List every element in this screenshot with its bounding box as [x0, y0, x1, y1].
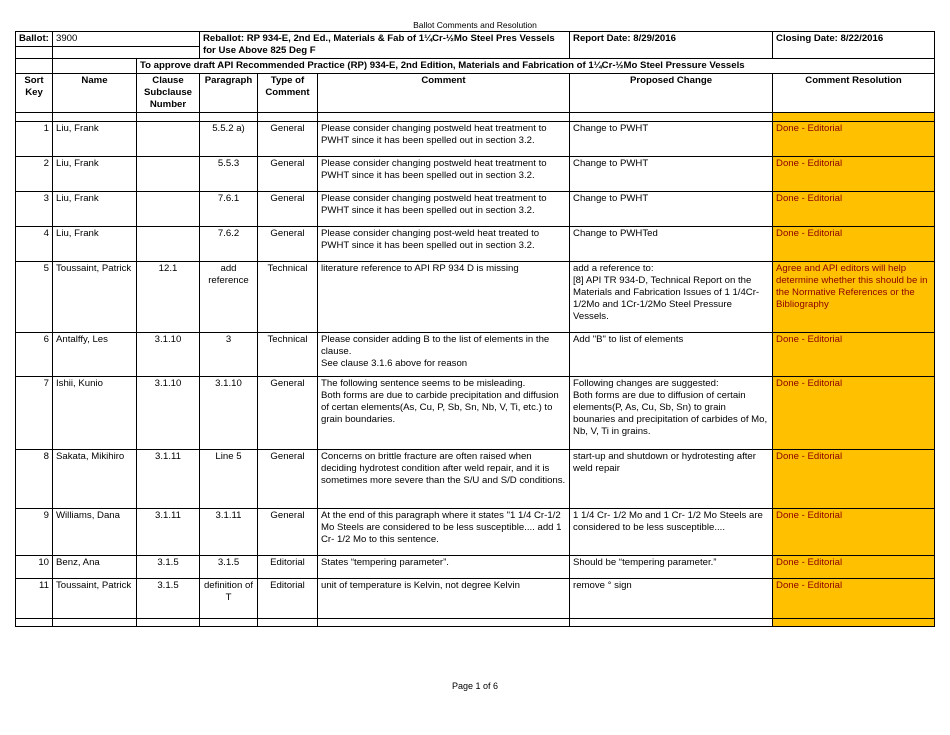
name-cell: Williams, Dana: [53, 509, 137, 556]
sort-key-cell: 3: [16, 192, 53, 227]
name-cell: Liu, Frank: [53, 192, 137, 227]
name-cell: Benz, Ana: [53, 556, 137, 579]
comment-cell: States “tempering parameter”.: [318, 556, 570, 579]
table-row: [16, 262, 935, 333]
col-header-proposed-change: Proposed Change: [570, 74, 773, 113]
clause-cell: 3.1.5: [137, 579, 200, 619]
comment-cell: literature reference to API RP 934 D is missing: [318, 262, 570, 333]
table-row: [16, 333, 935, 377]
comment-cell: Please consider changing postweld heat treatment to PWHT since it has been spelled out in section 3.2.: [318, 192, 570, 227]
type-cell: General: [258, 450, 318, 509]
closing-date: Closing Date: 8/22/2016: [773, 32, 935, 59]
resolution-cell: Agree and API editors will help determine whether this should be in the Normative References or the Bibliography: [773, 262, 935, 333]
sort-key-cell: 10: [16, 556, 53, 579]
proposed-change-cell: remove ° sign: [570, 579, 773, 619]
resolution-cell: Done - Editorial: [773, 157, 935, 192]
comment-cell: Please consider changing postweld heat treatment to PWHT since it has been spelled out in section 3.2.: [318, 122, 570, 157]
proposed-change-cell: Should be “tempering parameter.”: [570, 556, 773, 579]
sort-key-cell: 1: [16, 122, 53, 157]
ballot-number: 3900: [53, 32, 200, 47]
ballot-label: Ballot:: [16, 32, 53, 47]
clause-cell: [137, 157, 200, 192]
col-header-clause: Clause Subclause Number: [137, 74, 200, 113]
resolution-cell: Done - Editorial: [773, 377, 935, 450]
proposed-change-cell: Following changes are suggested: Both forms are due to diffusion of certain elements(P, As, Cu, Sb, Sn) to grain bounaries and precipitation of carbides of Mo, Nb, V, Ti in grains.: [570, 377, 773, 450]
resolution-cell: Done - Editorial: [773, 556, 935, 579]
type-cell: Editorial: [258, 556, 318, 579]
report-date: Report Date: 8/29/2016: [570, 32, 773, 59]
ballot-title: Reballot: RP 934-E, 2nd Ed., Materials & Fab of 1¼Cr-½Mo Steel Pres Vessels for Use Above 825 Deg F: [200, 32, 570, 59]
table-row: [16, 192, 935, 227]
table-row-empty: [16, 619, 935, 627]
paragraph-cell: add reference: [200, 262, 258, 333]
table-row: [16, 122, 935, 157]
proposed-change-cell: 1 1/4 Cr- 1/2 Mo and 1 Cr- 1/2 Mo Steels are considered to be less susceptible....: [570, 509, 773, 556]
document-top-title: Ballot Comments and Resolution: [413, 20, 537, 30]
sort-key-cell: 4: [16, 227, 53, 262]
table-row: [16, 227, 935, 262]
paragraph-cell: 5.5.2 a): [200, 122, 258, 157]
type-cell: Technical: [258, 262, 318, 333]
resolution-cell: Done - Editorial: [773, 450, 935, 509]
resolution-cell: Done - Editorial: [773, 122, 935, 157]
name-cell: Sakata, Mikihiro: [53, 450, 137, 509]
comment-cell: At the end of this paragraph where it states "1 1/4 Cr-1/2 Mo Steels are considered to be less susceptible.... add 1 Cr- 1/2 Mo to this sentence.: [318, 509, 570, 556]
type-cell: General: [258, 227, 318, 262]
resolution-cell: Done - Editorial: [773, 579, 935, 619]
resolution-cell: Done - Editorial: [773, 509, 935, 556]
resolution-cell: Done - Editorial: [773, 333, 935, 377]
paragraph-cell: 3.1.11: [200, 509, 258, 556]
clause-cell: 3.1.11: [137, 509, 200, 556]
comment-cell: unit of temperature is Kelvin, not degree Kelvin: [318, 579, 570, 619]
type-cell: General: [258, 157, 318, 192]
resolution-cell: Done - Editorial: [773, 227, 935, 262]
name-cell: Liu, Frank: [53, 122, 137, 157]
comment-cell: The following sentence seems to be misleading. Both forms are due to carbide precipitation and diffusion of certan elements(As, Cu, P, Sb, Sn, Nb, V, Ti, etc.) to grain boundaries.: [318, 377, 570, 450]
name-cell: Liu, Frank: [53, 157, 137, 192]
paragraph-cell: Line 5: [200, 450, 258, 509]
paragraph-cell: 3.1.5: [200, 556, 258, 579]
col-header-sort-key: Sort Key: [16, 74, 53, 113]
col-header-comment: Comment: [318, 74, 570, 113]
table-row: [16, 450, 935, 509]
col-header-name: Name: [53, 74, 137, 113]
table-row: [16, 377, 935, 450]
comment-cell: Please consider adding B to the list of elements in the clause. See clause 3.1.6 above for reason: [318, 333, 570, 377]
sort-key-cell: 11: [16, 579, 53, 619]
name-cell: Toussaint, Patrick: [53, 262, 137, 333]
table-row: [16, 556, 935, 579]
proposed-change-cell: add a reference to: [8] API TR 934-D, Technical Report on the Materials and Fabrication Issues of 1 1/4Cr-1/2Mo and 1Cr-1/2Mo Steel Pressure Vessels.: [570, 262, 773, 333]
paragraph-cell: 7.6.1: [200, 192, 258, 227]
ballot-purpose: To approve draft API Recommended Practice (RP) 934-E, 2nd Edition, Materials and Fabrication of 1¼Cr-½Mo Steel Pressure Vessels: [137, 59, 935, 74]
proposed-change-cell: Change to PWHTed: [570, 227, 773, 262]
proposed-change-cell: Add "B" to list of elements: [570, 333, 773, 377]
paragraph-cell: 3: [200, 333, 258, 377]
col-header-type: Type of Comment: [258, 74, 318, 113]
table-row: [16, 579, 935, 619]
sort-key-cell: 7: [16, 377, 53, 450]
ballot-comments-table: [15, 31, 935, 627]
table-row: [16, 157, 935, 192]
clause-cell: [137, 122, 200, 157]
sort-key-cell: 6: [16, 333, 53, 377]
type-cell: Technical: [258, 333, 318, 377]
clause-cell: [137, 227, 200, 262]
name-cell: Toussaint, Patrick: [53, 579, 137, 619]
resolution-cell: Done - Editorial: [773, 192, 935, 227]
paragraph-cell: definition of T: [200, 579, 258, 619]
name-cell: Antalffy, Les: [53, 333, 137, 377]
type-cell: General: [258, 192, 318, 227]
comment-cell: Concerns on brittle fracture are often raised when deciding hydrotest condition after weld repair, and it is sometimes more severe than the S/U and S/D conditions.: [318, 450, 570, 509]
clause-cell: 3.1.11: [137, 450, 200, 509]
sort-key-cell: 8: [16, 450, 53, 509]
clause-cell: [137, 192, 200, 227]
proposed-change-cell: Change to PWHT: [570, 157, 773, 192]
col-header-resolution: Comment Resolution: [773, 74, 935, 113]
clause-cell: 3.1.10: [137, 377, 200, 450]
proposed-change-cell: Change to PWHT: [570, 122, 773, 157]
name-cell: Liu, Frank: [53, 227, 137, 262]
page-footer: Page 1 of 6: [451, 681, 499, 691]
comment-cell: Please consider changing postweld heat treatment to PWHT since it has been spelled out in section 3.2.: [318, 157, 570, 192]
proposed-change-cell: start-up and shutdown or hydrotesting after weld repair: [570, 450, 773, 509]
sort-key-cell: 9: [16, 509, 53, 556]
clause-cell: 3.1.5: [137, 556, 200, 579]
clause-cell: 12.1: [137, 262, 200, 333]
col-header-paragraph: Paragraph: [200, 74, 258, 113]
type-cell: General: [258, 122, 318, 157]
proposed-change-cell: Change to PWHT: [570, 192, 773, 227]
type-cell: General: [258, 377, 318, 450]
paragraph-cell: 7.6.2: [200, 227, 258, 262]
sort-key-cell: 5: [16, 262, 53, 333]
paragraph-cell: 5.5.3: [200, 157, 258, 192]
paragraph-cell: 3.1.10: [200, 377, 258, 450]
name-cell: Ishii, Kunio: [53, 377, 137, 450]
clause-cell: 3.1.10: [137, 333, 200, 377]
sort-key-cell: 2: [16, 157, 53, 192]
type-cell: General: [258, 509, 318, 556]
table-row: [16, 509, 935, 556]
comment-cell: Please consider changing post-weld heat treated to PWHT since it has been spelled out in section 3.2.: [318, 227, 570, 262]
type-cell: Editorial: [258, 579, 318, 619]
